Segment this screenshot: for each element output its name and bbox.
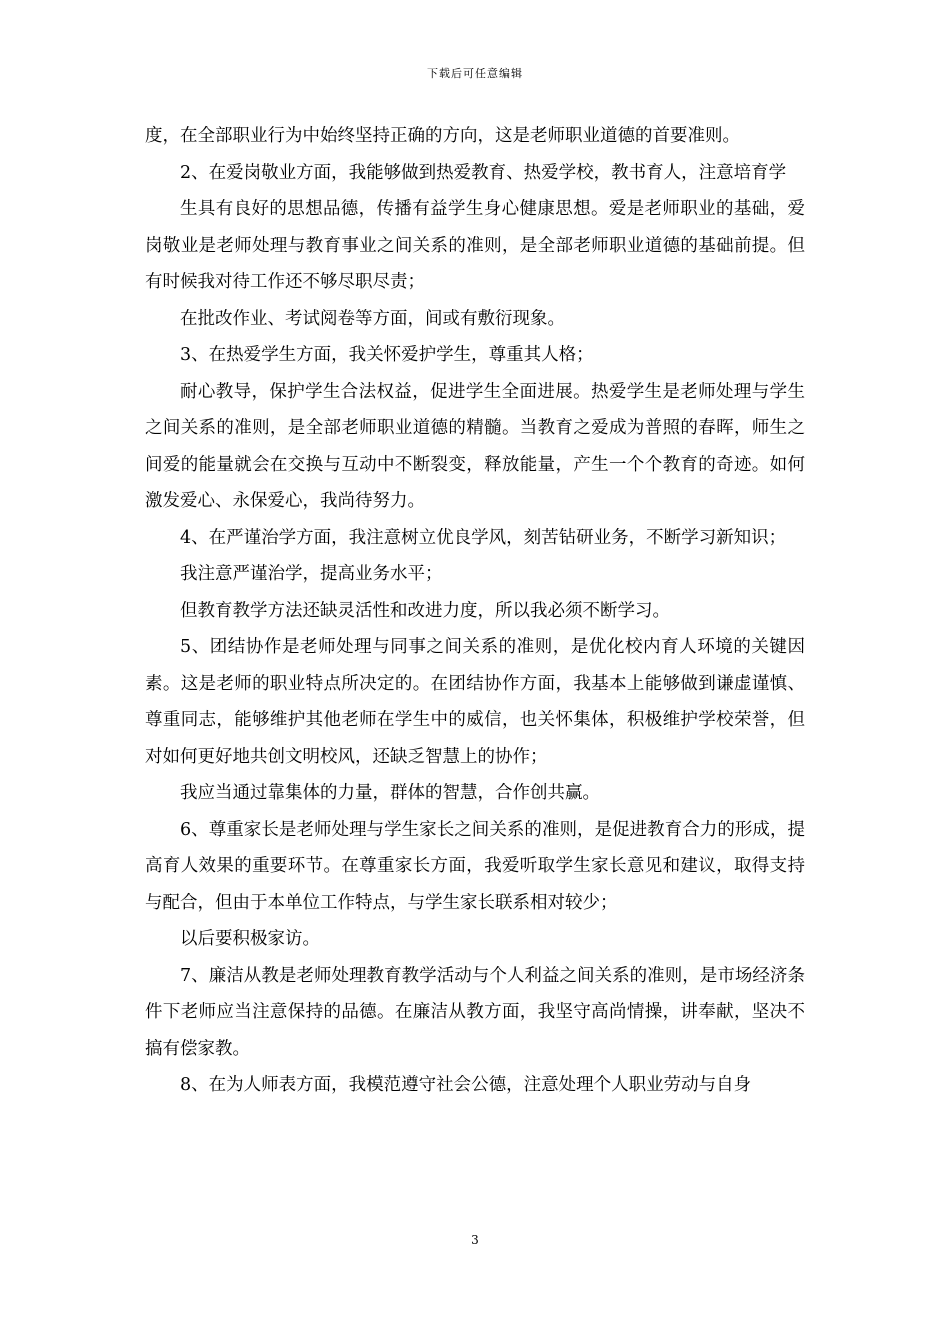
paragraph: 但教育教学方法还缺灵活性和改进力度，所以我必须不断学习。: [180, 600, 670, 621]
paragraph: 6、尊重家长是老师处理与学生家长之间关系的准则，是促进教育合力的形成，提高育人效果的重要环节。在尊重家长方面，我爱听取学生家长意见和建议，取得支持与配合，但由于本单位工作特点，与学生家长联系相对较少；: [145, 819, 805, 913]
paragraph: 7、廉洁从教是老师处理教育教学活动与个人利益之间关系的准则，是市场经济条件下老师应当注意保持的品德。在廉洁从教方面，我坚守高尚情操，讲奉献，坚决不搞有偿家教。: [145, 965, 805, 1059]
document-body: [145, 118, 805, 1104]
paragraph: 耐心教导，保护学生合法权益，促进学生全面进展。热爱学生是老师处理与学生之间关系的准则，是全部老师职业道德的精髓。当教育之爱成为普照的春晖，师生之间爱的能量就会在交换与互动中不断裂变，释放能量，产生一个个教育的奇迹。如何激发爱心、永保爱心，我尚待努力。: [145, 381, 805, 511]
paragraph: 我应当通过靠集体的力量，群体的智慧，合作创共赢。: [180, 783, 600, 803]
paragraph: 我注意严谨治学，提高业务水平；: [180, 564, 443, 584]
paragraph: 5、团结协作是老师处理与同事之间关系的准则，是优化校内育人环境的关键因素。这是老师的职业特点所决定的。在团结协作方面，我基本上能够做到谦虚谨慎、尊重同志，能够维护其他老师在学生中的威信，也关怀集体，积极维护学校荣誉，但对如何更好地共创文明校风，还缺乏智慧上的协作；: [145, 637, 805, 767]
page-number: 3: [471, 1233, 479, 1247]
paragraph: 4、在严谨治学方面，我注意树立优良学风，刻苦钻研业务，不断学习新知识；: [180, 527, 787, 548]
paragraph: 2、在爱岗敬业方面，我能够做到热爱教育、热爱学校，教书育人，注意培育学: [180, 162, 787, 183]
paragraph: 以后要积极家访。: [180, 929, 320, 949]
paragraph: 生具有良好的思想品德，传播有益学生身心健康思想。爱是老师职业的基础，爱岗敬业是老师处理与教育事业之间关系的准则，是全部老师职业道德的基础前提。但有时候我对待工作还不够尽职尽责；: [145, 199, 805, 292]
page-header: 下载后可任意编辑: [427, 67, 523, 80]
paragraph: 3、在热爱学生方面，我关怀爱护学生，尊重其人格；: [180, 345, 594, 365]
paragraph: 8、在为人师表方面，我模范遵守社会公德，注意处理个人职业劳动与自身: [180, 1075, 752, 1095]
paragraph: 在批改作业、考试阅卷等方面，间或有敷衍现象。: [180, 308, 565, 329]
paragraph: 度，在全部职业行为中始终坚持正确的方向，这是老师职业道德的首要准则。: [145, 126, 740, 146]
